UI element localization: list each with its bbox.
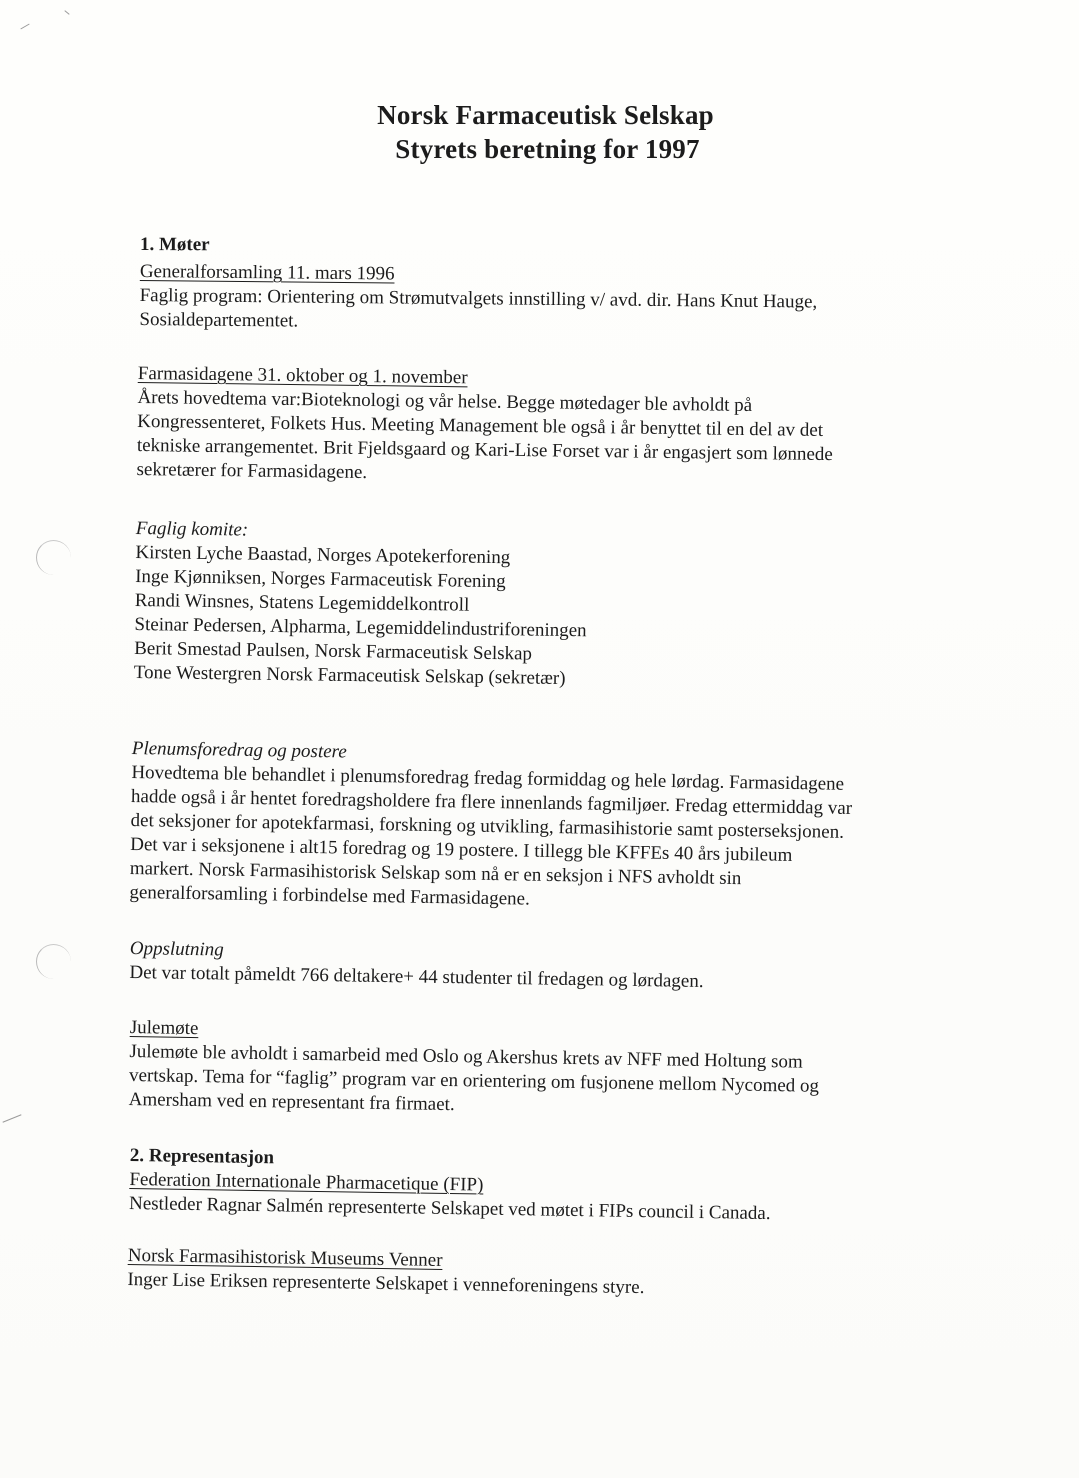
list-item: Randi Winsnes, Statens Legemiddelkontroll xyxy=(134,589,470,616)
subsection-heading: Faglig komite: xyxy=(135,517,249,541)
paragraph-line: Julemøte ble avholdt i samarbeid med Oslo og Akershus krets av NFF med Holtung som xyxy=(129,1040,803,1073)
paragraph-line: Inger Lise Eriksen representerte Selskapet i venneforeningens styre. xyxy=(127,1268,645,1299)
list-item: Kirsten Lyche Baastad, Norges Apotekerforening xyxy=(135,541,511,569)
punch-hole-bottom xyxy=(36,944,71,979)
faglig-komite-block xyxy=(134,517,588,691)
list-item: Tone Westergren Norsk Farmaceutisk Selskap (sekretær) xyxy=(133,661,566,690)
subsection-heading: Generalforsamling 11. mars 1996 xyxy=(139,260,395,285)
subsection-heading: Federation Internationale Pharmacetique (FIP) xyxy=(129,1168,484,1196)
paragraph-line: Det var totalt påmeldt 766 deltakere+ 44 studenter til fredagen og lørdagen. xyxy=(129,961,704,993)
scan-mark xyxy=(3,1114,22,1122)
list-item: Inge Kjønniksen, Norges Farmaceutisk Forening xyxy=(135,565,506,593)
paragraph-line: Sosialdepartementet. xyxy=(139,308,299,332)
museum-block xyxy=(127,1244,645,1300)
paragraph-line: tekniske arrangementet. Brit Fjeldsgaard og Kari-Lise Forset var i år engasjert som lønnede xyxy=(136,434,833,466)
scan-mark xyxy=(20,24,29,30)
subsection-heading: Norsk Farmasihistorisk Museums Venner xyxy=(127,1244,443,1271)
paragraph-line: vertskap. Tema for “faglig” program var en orientering om fusjonene mellom Nycomed og xyxy=(128,1064,820,1097)
julemote-block xyxy=(128,1016,819,1123)
paragraph-line: Faglig program: Orientering om Strømutvalgets innstilling v/ avd. dir. Hans Knut Hauge, xyxy=(139,284,818,313)
list-item: Berit Smestad Paulsen, Norsk Farmaceutisk Selskap xyxy=(134,637,533,665)
paragraph-line: Årets hovedtema var:Bioteknologi og vår helse. Begge møtedager ble avholdt på xyxy=(137,386,753,417)
subsection-heading: Plenumsforedrag og postere xyxy=(131,737,347,763)
section-heading: 1. Møter xyxy=(139,234,210,256)
list-item: Steinar Pedersen, Alpharma, Legemiddelindustriforeningen xyxy=(134,613,587,642)
section-1 xyxy=(140,233,210,257)
paragraph-line: Hovedtema ble behandlet i plenumsforedrag fredag formiddag og hele lørdag. Farmasidagene xyxy=(131,761,845,795)
document-title: Norsk Farmaceutisk Selskap xyxy=(377,100,714,130)
paragraph-line: hadde også i år hentet foredragsholdere fra flere innenlands fagmiljøer. Fredag ettermiddag var xyxy=(130,785,853,819)
subsection-heading: Farmasidagene 31. oktober og 1. november xyxy=(137,362,468,389)
scan-mark xyxy=(64,10,69,15)
document-subtitle: Styrets beretning for 1997 xyxy=(395,134,700,164)
generalforsamling-block xyxy=(139,260,817,339)
paragraph-line: sekretærer for Farmasidagene. xyxy=(136,458,368,484)
paragraph-line: Amersham ved en representant fra firmaet. xyxy=(128,1088,455,1116)
punch-hole-top xyxy=(36,540,71,575)
oppslutning-block xyxy=(129,937,704,994)
section-heading: 2. Representasjon xyxy=(129,1144,275,1169)
paragraph-line: Nestleder Ragnar Salmén representerte Selskapet ved møtet i FIPs council i Canada. xyxy=(128,1192,771,1225)
plenum-block xyxy=(129,737,853,917)
paragraph-line: markert. Norsk Farmasihistorisk Selskap som nå er en seksjon i NFS avholdt sin xyxy=(129,857,742,890)
section-2 xyxy=(129,1144,772,1226)
paragraph-line: generalforsamling i forbindelse med Farmasidagene. xyxy=(129,881,530,910)
farmasidagene-block xyxy=(136,362,833,491)
subsection-heading: Oppslutning xyxy=(129,937,224,961)
paragraph-line: det seksjoner for apotekfarmasi, forskning og utvikling, farmasihistorie samt posterseksjonen. xyxy=(130,809,845,843)
subsection-heading: Julemøte xyxy=(129,1016,199,1040)
paragraph-line: Det var i seksjonene i alt15 foredrag og 19 postere. I tillegg ble KFFEs 40 års jubileum xyxy=(130,833,793,866)
paragraph-line: Kongressenteret, Folkets Hus. Meeting Management ble også i år benyttet til en del av det xyxy=(137,410,824,441)
